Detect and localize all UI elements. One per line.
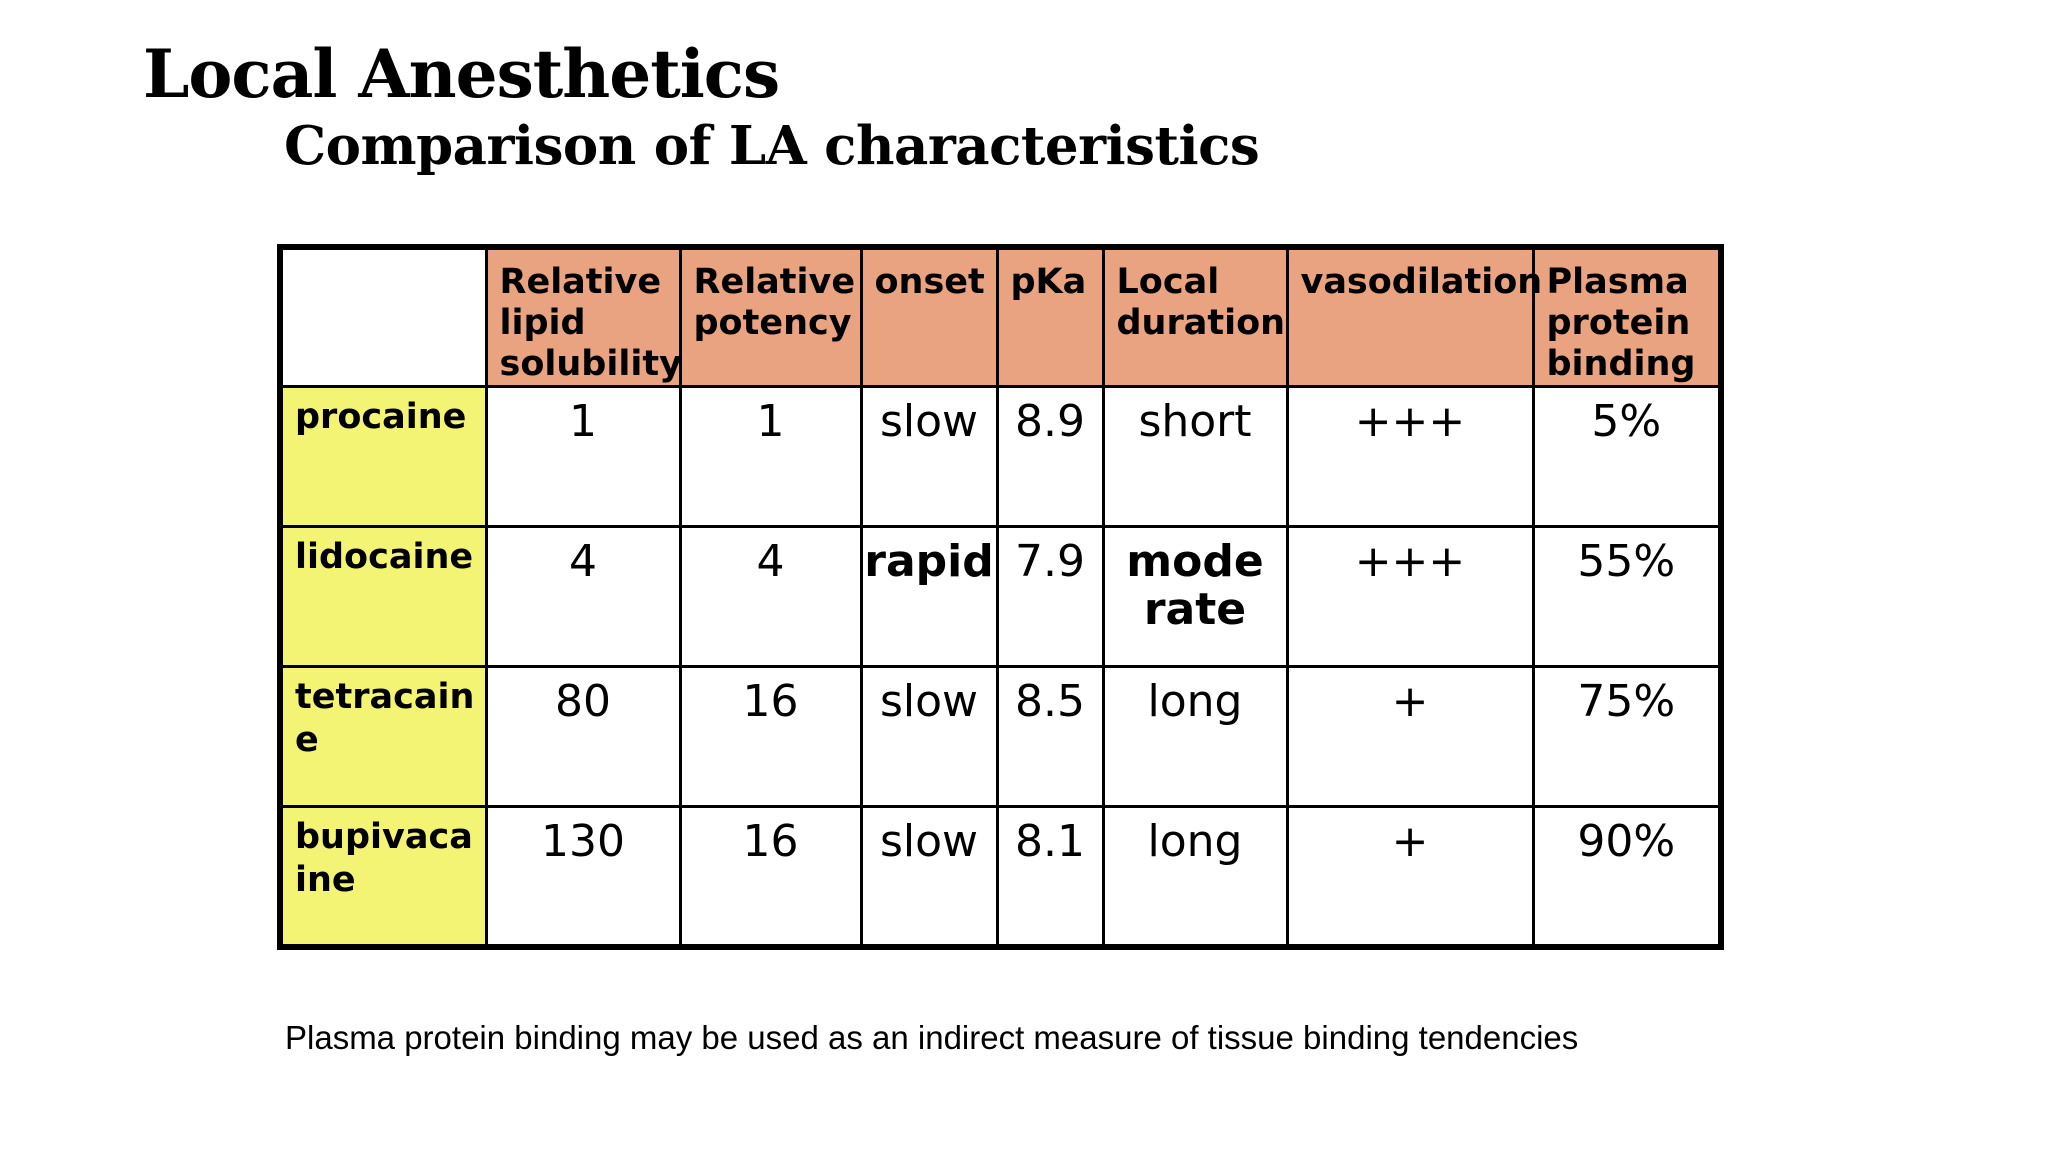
potency-cell: 16 [680,807,861,947]
vasodilation-cell: + [1287,807,1533,947]
drug-name-cell: lidocaine [280,527,486,667]
protein-binding-cell: 5% [1533,387,1721,527]
potency-cell: 4 [680,527,861,667]
onset-cell: slow [861,387,997,527]
table-row-bupivacaine [280,807,1721,947]
lipid-solubility-cell: 4 [486,527,680,667]
duration-cell: moderate [1103,527,1287,667]
vasodilation-cell: +++ [1287,527,1533,667]
header-plasma-protein-binding: Plasma protein binding [1533,247,1721,387]
header-pka: pKa [997,247,1103,387]
protein-binding-cell: 55% [1533,527,1721,667]
vasodilation-cell: +++ [1287,387,1533,527]
pka-cell: 7.9 [997,527,1103,667]
header-vasodilation: vasodilation [1287,247,1533,387]
slide-subtitle: Comparison of LA characteristics [284,115,1260,177]
footnote: Plasma protein binding may be used as an indirect measure of tissue binding tendencies [285,1019,1579,1056]
onset-cell: rapid [861,527,997,667]
potency-cell: 16 [680,667,861,807]
lipid-solubility-cell: 1 [486,387,680,527]
vasodilation-cell: + [1287,667,1533,807]
pka-cell: 8.9 [997,387,1103,527]
protein-binding-cell: 75% [1533,667,1721,807]
header-lipid-solubility: Relative lipid solubility [486,247,680,387]
header-row [280,247,1721,387]
potency-cell: 1 [680,387,861,527]
slide-title: Local Anesthetics [143,35,780,113]
header-relative-potency: Relative potency [680,247,861,387]
table-row-lidocaine [280,527,1721,667]
corner-cell [280,247,486,387]
header-onset: onset [861,247,997,387]
duration-cell: long [1103,667,1287,807]
pka-cell: 8.5 [997,667,1103,807]
lipid-solubility-cell: 80 [486,667,680,807]
comparison-table [277,244,1724,950]
drug-name-cell: bupivacaine [280,807,486,947]
header-local-duration: Local duration [1103,247,1287,387]
table-row-procaine [280,387,1721,527]
drug-name-cell: procaine [280,387,486,527]
onset-cell: slow [861,667,997,807]
table-row-tetracaine [280,667,1721,807]
duration-cell: short [1103,387,1287,527]
pka-cell: 8.1 [997,807,1103,947]
protein-binding-cell: 90% [1533,807,1721,947]
drug-name-cell: tetracaine [280,667,486,807]
lipid-solubility-cell: 130 [486,807,680,947]
duration-cell: long [1103,807,1287,947]
onset-cell: slow [861,807,997,947]
